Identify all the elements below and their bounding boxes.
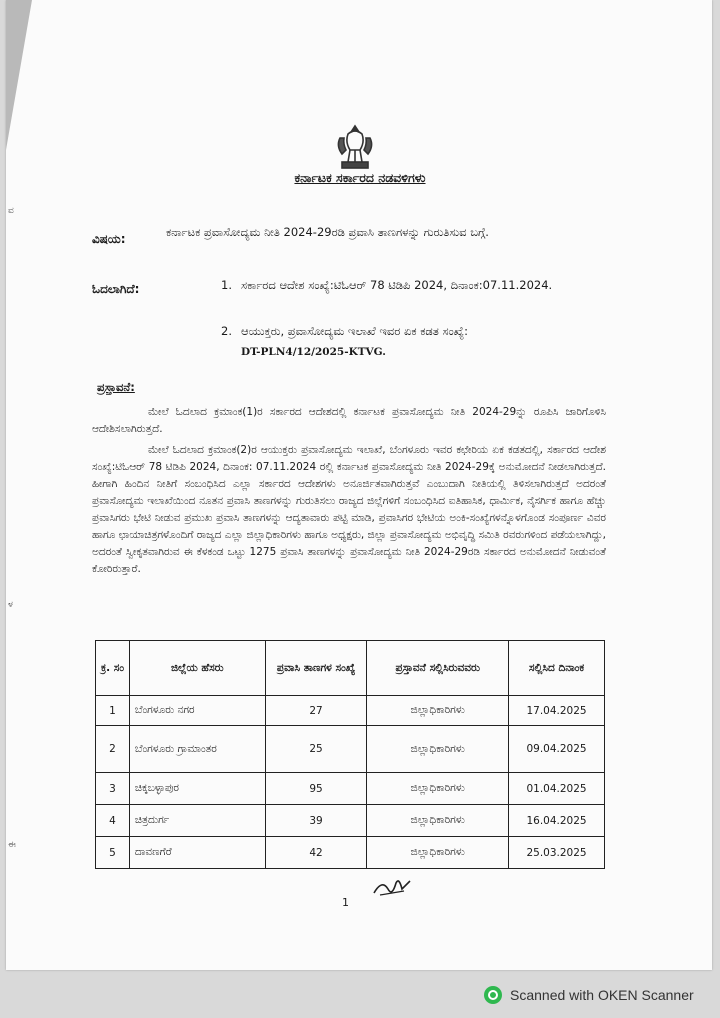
reference-item-2: ಆಯುಕ್ತರು, ಪ್ರವಾಸೋದ್ಯಮ ಇಲಾಖೆ ಇವರ ಏಕ ಕಡತ ಸಂಖ್ಯೆ: [241, 324, 468, 338]
margin-mark: ಈ [8, 840, 16, 850]
cell-district: ಬೆಂಗಳೂರು ಗ್ರಾಮಾಂತರ [129, 726, 265, 773]
cell-district: ಬೆಂಗಳೂರು ನಗರ [129, 696, 265, 726]
reference-file-code: DT-PLN4/12/2025-KTVG. [241, 346, 386, 358]
column-header: ಪ್ರವಾಸಿ ತಾಣಗಳ ಸಂಖ್ಯೆ [265, 641, 367, 696]
subject-label: ವಿಷಯ: [92, 232, 126, 246]
cell-submitted-by: ಜಿಲ್ಲಾಧಿಕಾರಿಗಳು [367, 805, 509, 837]
cell-sno: 2 [96, 726, 130, 773]
margin-mark: ಳ [8, 600, 13, 610]
subject-text: ಕರ್ನಾಟಕ ಪ್ರವಾಸೋದ್ಯಮ ನೀತಿ 2024-29ರಡಿ ಪ್ರವಾಸಿ ತಾಣಗಳನ್ನು ಗುರುತಿಸುವ ಬಗ್ಗೆ. [166, 225, 489, 239]
signature-icon [372, 875, 412, 899]
paragraph-2-text: ಮೇಲೆ ಓದಲಾದ ಕ್ರಮಾಂಕ(2)ರ ಆಯುಕ್ತರು ಪ್ರವಾಸೋದ್ಯಮ ಇಲಾಖೆ, ಬೆಂಗಳೂರು ಇವರ ಕಛೇರಿಯ ಏಕ ಕಡತದಲ್ಲಿ, ಸರ್ಕಾರದ ಆದೇಶ ಸಂಖ್ಯೆ:ಟಿಓಆರ್ 78 ಟಿಡಿಪಿ 2024, ದಿನಾಂಕ: 07.11.2024 ರಲ್ಲಿ ಕರ್ನಾಟಕ ಪ್ರವಾಸೋದ್ಯಮ ನೀತಿ 2024-29ಕ್ಕೆ ಅನುಮೋದನೆ ನೀಡಲಾಗಿರುತ್ತದೆ. ಹೀಗಾಗಿ ಹಿಂದಿನ ನೀತಿಗೆ ಸಂಬಂಧಿಸಿದ ಎಲ್ಲಾ ಸರ್ಕಾರದ ಆದೇಶಗಳು ಅನೂರ್ಜಿತವಾಗಿರುತ್ತವೆ ಎಂಬುದಾಗಿ ನೀತಿಯಲ್ಲಿ ತಿಳಿಸಲಾಗಿರುತ್ತದೆ ಅದರಂತೆ ಪ್ರವಾಸೋದ್ಯಮ ಇಲಾಖೆಯಿಂದ ನೂತನ ಪ್ರವಾಸಿ ತಾಣಗಳನ್ನು ಗುರುತಿಸಲು ರಾಜ್ಯದ ಜಿಲ್ಲೆಗಳಿಗೆ ಸಂಬಂಧಿಸಿದ ಐತಿಹಾಸಿಕ, ಧಾರ್ಮಿಕ, ನೈಸರ್ಗಿಕ ಹಾಗೂ ಹೆಚ್ಚು ಪ್ರವಾಸಿಗರು ಭೇಟಿ ನೀಡುವ ಪ್ರಮುಖ ಪ್ರವಾಸಿ ತಾಣಗಳನ್ನು ಆದ್ಯತಾವಾರು ಪಟ್ಟಿ ಮಾಡಿ, ಪ್ರವಾಸಿಗರ ಭೇಟಿಯ ಅಂಕಿ-ಸಂಖ್ಯೆಗಳನ್ನೊಳಗೊಂಡ ಸಂಪೂರ್ಣ ವಿವರ ಹಾಗೂ ಛಾಯಾಚಿತ್ರಗಳೊಂದಿಗೆ ರಾಜ್ಯದ ಎಲ್ಲಾ ಜಿಲ್ಲಾಧಿಕಾರಿಗಳು ಹಾಗೂ ಅಧ್ಯಕ್ಷರು, ಜಿಲ್ಲಾ ಪ್ರವಾಸೋದ್ಯಮ ಅಭಿವೃದ್ಧಿ ಸಮಿತಿ ರವರುಗಳಿಂದ ಪಡೆಯಲಾಗಿದ್ದು, ಅದರಂತೆ ಸ್ವೀಕೃತವಾಗಿರುವ ಈ ಕೆಳಕಂಡ ಒಟ್ಟು 1275 ಪ್ರವಾಸಿ ತಾಣಗಳನ್ನು ಪ್ರವಾಸೋದ್ಯಮ ನೀತಿ 2024-29ರಡಿ ಸರ್ಕಾರದ ಅನುಮೋದನೆ ನೀಡುವಂತೆ ಕೋರಿರುತ್ತಾರೆ. [92, 444, 606, 575]
margin-mark: ವ [8, 206, 14, 216]
column-header: ಕ್ರ. ಸಂ [96, 641, 130, 696]
paragraph-2 [92, 442, 606, 578]
cell-count: 95 [265, 773, 367, 805]
paragraph-1-text: ಮೇಲೆ ಓದಲಾದ ಕ್ರಮಾಂಕ(1)ರ ಸರ್ಕಾರದ ಆದೇಶದಲ್ಲಿ ಕರ್ನಾಟಕ ಪ್ರವಾಸೋದ್ಯಮ ನೀತಿ 2024-29ನ್ನು ರೂಪಿಸಿ ಜಾರಿಗೊಳಿಸಿ ಆದೇಶಿಸಲಾಗಿರುತ್ತದೆ. [92, 406, 606, 435]
reference-item-1: ಸರ್ಕಾರದ ಆದೇಶ ಸಂಖ್ಯೆ:ಟಿಓಆರ್ 78 ಟಿಡಿಪಿ 2024, ದಿನಾಂಕ:07.11.2024. [241, 278, 553, 292]
oken-scanner-icon [484, 986, 502, 1004]
cell-date: 16.04.2025 [509, 805, 605, 837]
scanner-watermark-text: Scanned with OKEN Scanner [510, 987, 694, 1003]
paragraph-1 [92, 404, 606, 438]
scanner-watermark [484, 985, 694, 1005]
cell-date: 25.03.2025 [509, 837, 605, 869]
table-row [96, 726, 605, 773]
cell-date: 01.04.2025 [509, 773, 605, 805]
cell-sno: 4 [96, 805, 130, 837]
cell-district: ಚಿಕ್ಕಬಳ್ಳಾಪುರ [129, 773, 265, 805]
column-header: ಸಲ್ಲಿಸಿದ ದಿನಾಂಕ [509, 641, 605, 696]
cell-count: 42 [265, 837, 367, 869]
table-row [96, 773, 605, 805]
karnataka-emblem-icon [330, 120, 380, 174]
reference-number: 2. [221, 324, 232, 338]
cell-date: 09.04.2025 [509, 726, 605, 773]
table-row [96, 696, 605, 726]
cell-submitted-by: ಜಿಲ್ಲಾಧಿಕಾರಿಗಳು [367, 773, 509, 805]
references-label: ಓದಲಾಗಿದೆ: [92, 282, 140, 296]
cell-sno: 1 [96, 696, 130, 726]
document-heading: ಕರ್ನಾಟಕ ಸರ್ಕಾರದ ನಡವಳಿಗಳು [294, 170, 426, 185]
cell-district: ದಾವಣಗೆರೆ [129, 837, 265, 869]
preamble-heading: ಪ್ರಸ್ತಾವನೆ: [97, 380, 135, 394]
reference-number: 1. [221, 278, 232, 292]
tourist-sites-table [95, 640, 605, 869]
page-number: 1 [342, 896, 349, 909]
column-header: ಪ್ರಸ್ತಾವನೆ ಸಲ್ಲಿಸಿರುವವರು [367, 641, 509, 696]
cell-date: 17.04.2025 [509, 696, 605, 726]
cell-submitted-by: ಜಿಲ್ಲಾಧಿಕಾರಿಗಳು [367, 837, 509, 869]
column-header: ಜಿಲ್ಲೆಯ ಹೆಸರು [129, 641, 265, 696]
cell-count: 39 [265, 805, 367, 837]
cell-submitted-by: ಜಿಲ್ಲಾಧಿಕಾರಿಗಳು [367, 726, 509, 773]
cell-sno: 5 [96, 837, 130, 869]
table-row [96, 837, 605, 869]
cell-sno: 3 [96, 773, 130, 805]
cell-count: 25 [265, 726, 367, 773]
page-fold-shadow [6, 0, 32, 150]
cell-submitted-by: ಜಿಲ್ಲಾಧಿಕಾರಿಗಳು [367, 696, 509, 726]
cell-count: 27 [265, 696, 367, 726]
table-row [96, 805, 605, 837]
table-header-row [96, 641, 605, 696]
cell-district: ಚಿತ್ರದುರ್ಗ [129, 805, 265, 837]
